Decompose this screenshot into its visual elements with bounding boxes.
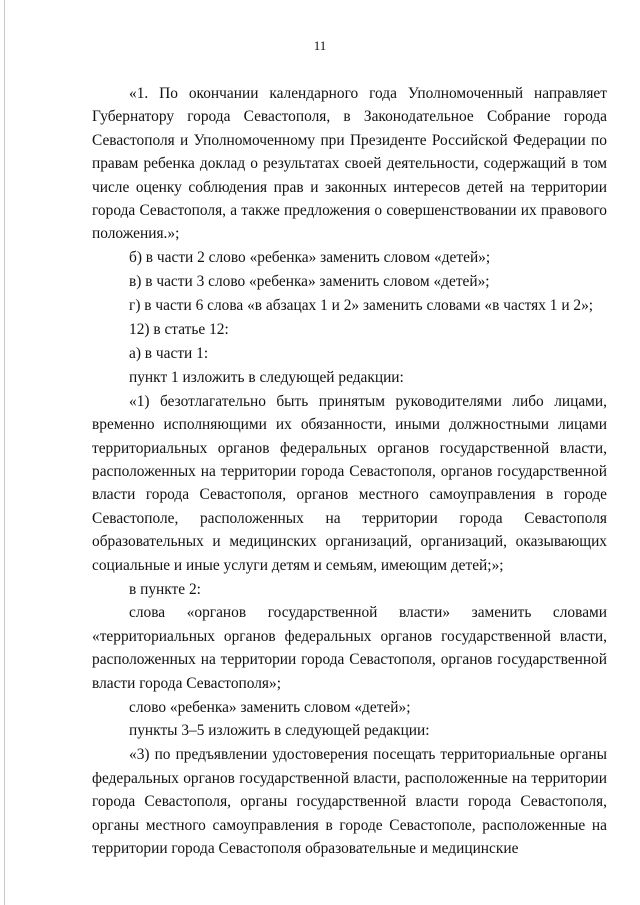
paragraph-item-2-words: слова «органов государственной власти» заменить словами «территориальных органов федеральных органов государственной власти, расположенных на территории города Севастополя, органов государственной власти города Севастополя»; [92, 604, 607, 692]
scan-edge-line [4, 0, 5, 905]
paragraph-amendment-b: б) в части 2 слово «ребенка» заменить словом «детей»; [129, 249, 491, 267]
page-number: 11 [313, 38, 327, 53]
paragraph-item-3-text: «3) по предъявлении удостоверения посещать территориальные органы федеральных органов государственной власти, расположенные на территории города Севастополя, органы государственной власти города Севастополя, органы местного самоуправления в городе Севастополе, расположенные на территории города Севастополя образовательные и медицинские [92, 746, 607, 857]
paragraph-item-1-intro: пункт 1 изложить в следующей редакции: [129, 368, 404, 386]
paragraph-amendment-g: г) в части 6 слова «в абзацах 1 и 2» заменить словами «в частях 1 и 2»; [129, 297, 594, 315]
paragraph-items-3-5-intro: пункты 3–5 изложить в следующей редакции: [129, 722, 430, 740]
paragraph-amendment-v: в) в части 3 слово «ребенка» заменить словом «детей»; [129, 273, 490, 291]
paragraph-part-1: а) в части 1: [129, 344, 209, 362]
paragraph-item-2-intro: в пункте 2: [129, 580, 201, 598]
paragraph-article-12: 12) в статье 12: [129, 321, 229, 339]
paragraph-item-1-text: «1) безотлагательно быть принятым руководителями либо лицами, временно исполняющими их обязанности, иными должностными лицами территориальных органов федеральных органов государственной власти, расположенных на территории города Севастополя, органов государственной власти города Севастополя, органов местного самоуправления в городе Севастополе, расположенных на территории города Севастополя образовательных и медицинских организаций, организаций, оказывающих социальные и иные услуги детям и семьям, имеющим детей;»; [92, 392, 607, 574]
paragraph-item-2-child-word: слово «ребенка» заменить словом «детей»; [129, 698, 411, 716]
paragraph-report-clause: «1. По окончании календарного года Уполномоченный направляет Губернатору города Севастополя, в Законодательное Собрание города Севастополя и Уполномоченному при Президенте Российской Федерации по правам ребенка доклад о результатах своей деятельности, содержащий в том числе оценку соблюдения прав и законных интересов детей на территории города Севастополя, а также предложения о совершенствовании их правового положения.»; [92, 85, 607, 243]
document-body [92, 82, 607, 860]
